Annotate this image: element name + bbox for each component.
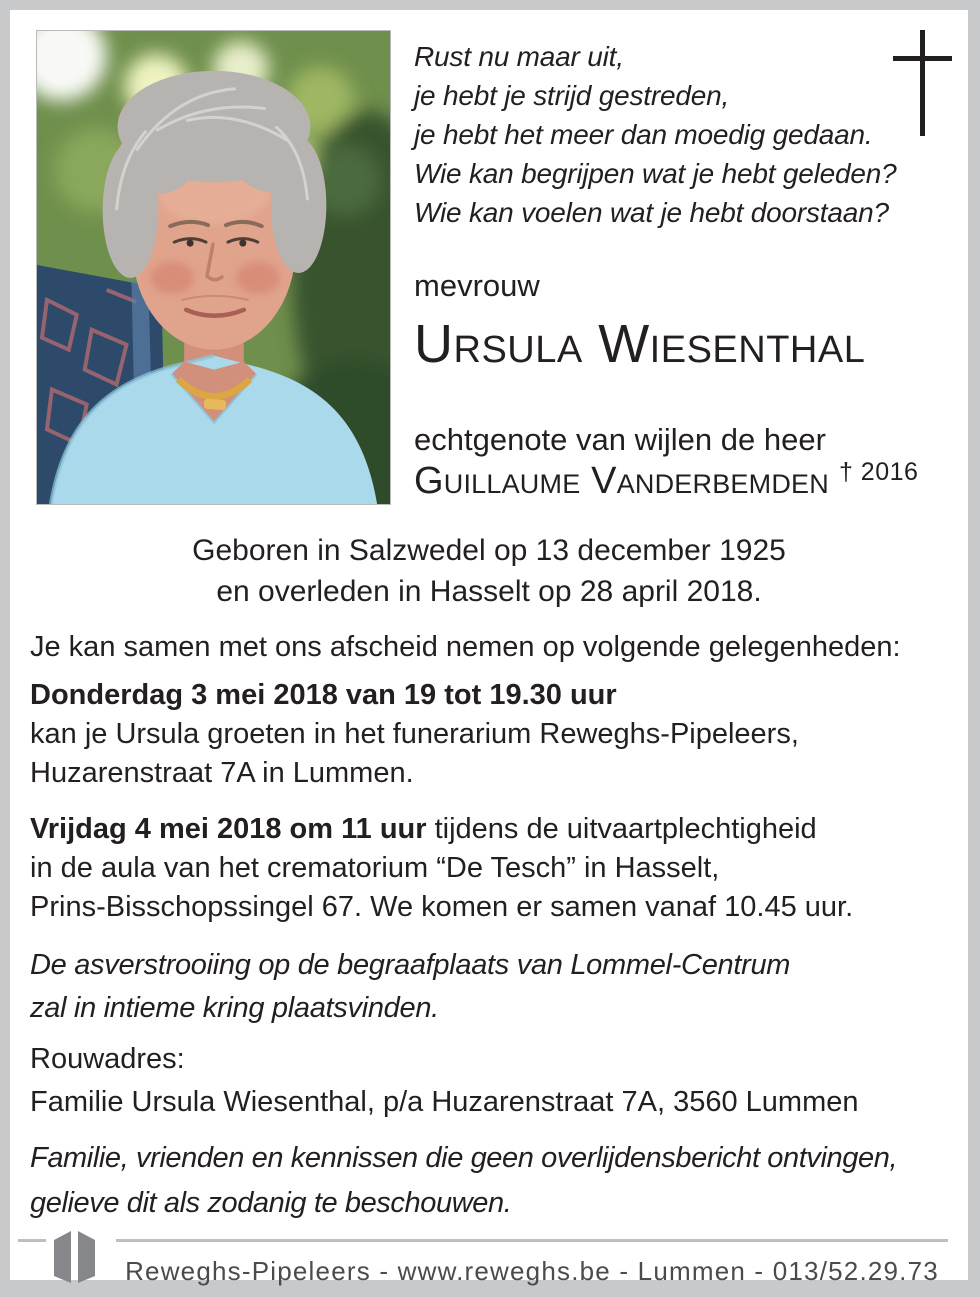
cross-horizontal-bar [893, 56, 952, 61]
deceased-name: Ursula Wiesenthal [414, 314, 866, 374]
notice-line: gelieve dit als zodanig te beschouwen. [30, 1187, 512, 1219]
portrait-photo-graphic [37, 31, 390, 504]
funeral-date: Vrijdag 4 mei 2018 om 11 uur [30, 813, 427, 845]
poem-line: Wie kan voelen wat je hebt doorstaan? [414, 197, 889, 228]
poem-line: Rust nu maar uit, [414, 41, 624, 72]
mourning-address-block [30, 1038, 955, 1124]
memorial-card [10, 10, 968, 1286]
notice-line: Familie, vrienden en kennissen die geen overlijdensbericht ontvingen, [30, 1142, 898, 1174]
spouse-name: Guillaume Vanderbemden [414, 460, 829, 502]
cross-vertical-bar [920, 30, 925, 136]
ashes-line: zal in intieme kring plaatsvinden. [30, 992, 439, 1024]
funeral-first-line-rest: tijdens de uitvaartplechtigheid [426, 813, 817, 845]
funeral-home-logo-icon [54, 1231, 96, 1287]
visitation-detail-line: Huzarenstraat 7A in Lummen. [30, 757, 414, 789]
farewell-intro: Je kan samen met ons afscheid nemen op volgende gelegenheden: [30, 631, 901, 663]
mourning-address-label: Rouwadres: [30, 1043, 185, 1075]
death-line: en overleden in Hasselt op 28 april 2018. [216, 575, 762, 608]
visitation-paragraph [30, 676, 955, 793]
salutation: mevrouw [414, 268, 540, 303]
funeral-detail-line: in de aula van het crematorium “De Tesch” in Hasselt, [30, 852, 720, 884]
cross-icon [893, 30, 952, 136]
spouse-relation: echtgenote van wijlen de heer [414, 422, 826, 457]
visitation-date: Donderdag 3 mei 2018 van 19 tot 19.30 uur [30, 679, 617, 711]
footer-contact-text: Reweghs-Pipeleers - www.reweghs.be - Lummen - 013/52.29.73 [125, 1256, 939, 1286]
ashes-paragraph [30, 944, 955, 1030]
funeral-first-line [30, 810, 955, 849]
footer-divider-line-left [18, 1239, 46, 1242]
funeral-paragraph [30, 810, 955, 927]
portrait-photo [36, 30, 391, 505]
spouse-line [414, 460, 918, 503]
birth-death-block [10, 530, 968, 612]
ashes-line: De asverstrooiing op de begraafplaats van Lommel-Centrum [30, 949, 791, 981]
notice-paragraph [30, 1136, 955, 1226]
poem-line: je hebt je strijd gestreden, [414, 80, 730, 111]
poem-line: je hebt het meer dan moedig gedaan. [414, 119, 873, 150]
poem [414, 37, 954, 232]
footer-divider-line-right [116, 1239, 948, 1242]
spouse-death-year: † 2016 [838, 458, 919, 486]
birth-line: Geboren in Salzwedel op 13 december 1925 [192, 534, 786, 567]
visitation-detail-line: kan je Ursula groeten in het funerarium Reweghs-Pipeleers, [30, 718, 799, 750]
mourning-address: Familie Ursula Wiesenthal, p/a Huzarenstraat 7A, 3560 Lummen [30, 1086, 859, 1118]
poem-line: Wie kan begrijpen wat je hebt geleden? [414, 158, 897, 189]
funeral-detail-line: Prins-Bisschopssingel 67. We komen er samen vanaf 10.45 uur. [30, 891, 854, 923]
open-book-logo-icon [54, 1231, 96, 1287]
